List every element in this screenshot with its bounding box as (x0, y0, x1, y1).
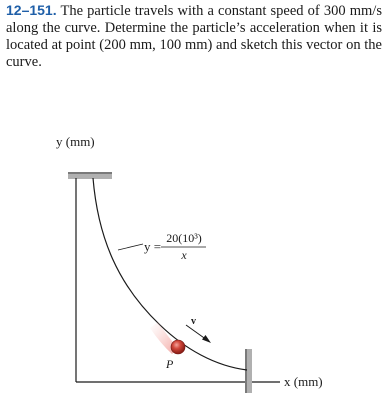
equation-lhs: y = (144, 239, 162, 254)
velocity-arrow (186, 325, 211, 343)
equation-denominator: x (181, 248, 187, 262)
equation-numerator: 20(10³) (166, 231, 202, 245)
equation-leader (118, 244, 143, 250)
velocity-label: v (191, 316, 196, 327)
right-support (245, 349, 252, 393)
top-support (68, 172, 112, 179)
x-axis-label: x (mm) (284, 374, 323, 389)
problem-text: The particle travels with a constant speed of 300 mm/s along the curve. Determine the particle’s acceleration when it is located at point (200 mm, 100 mm) and sketch this vector on the curve. (6, 3, 382, 70)
problem-number: 12–151. (6, 2, 57, 18)
y-axis-label: y (mm) (56, 134, 95, 149)
point-label: P (166, 357, 174, 371)
particle (171, 340, 185, 354)
